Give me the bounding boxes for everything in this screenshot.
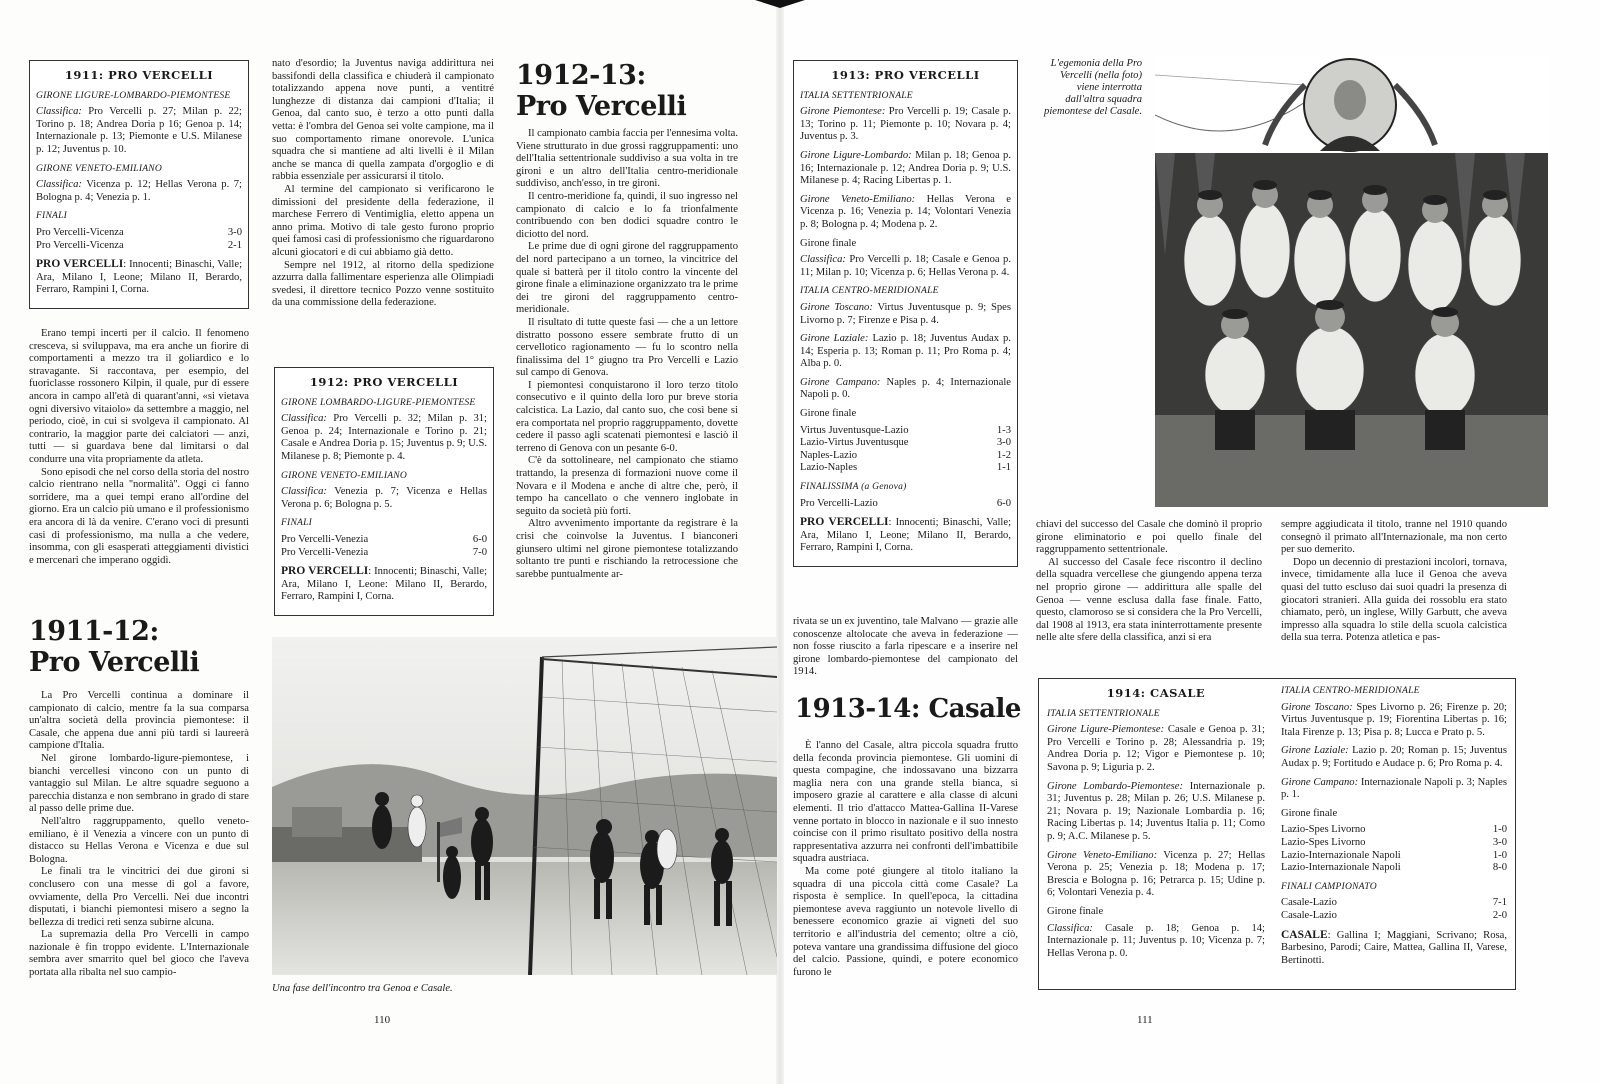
finals-list	[1281, 897, 1507, 922]
standings: Classifica: Pro Vercelli p. 27; Milan p. 22; Torino p. 18; Andrea Doria p 16; Genoa p. 14; Internazionale p. 13; Piemonte e U.S. Milanese p. 12; Juventus p. 10.	[36, 106, 242, 155]
section-label: FINALI	[36, 210, 68, 222]
article-text: nato d'esordio; la Juventus naviga addirittura nei bassifondi della classifica e chiuderà il campionato totalizzando appena nove punti, a ventitré lunghezze di distanza dai campioni d'Italia; il Genoa, dal canto suo, è terzo a otto punti dalla vetta: è l'ombra del Genoa sei volte campione, ma il suo comportamento rimane onorevole. L'unica squadra che si mantiene ad alti livelli è il Milan anche se manca di quella zampata d'orgoglio e di rabbia essenziale per assicurarsi il titolo. Al termine del campionato si verificarono le dimissioni del presidente della federazione, il marchese Ferrero di Ventimiglia, eletto appena un anno prima. Motivo di tale gesto furono proprio quei famosi casi di professionismo che riguardarono alcuni giocatori e di cui abbiamo già detto. Sempre nel 1912, al ritorno della spedizione azzurra dalla fallimentare esperienza alle Olimpiadi svedesi, il direttore tecnico Pozzo venne sostituito da una commissione della federazione.	[272, 58, 494, 309]
box-1912	[274, 367, 494, 616]
match-row: Lazio-Internazionale Napoli 8-0	[1281, 862, 1507, 874]
finals-list	[36, 227, 242, 252]
section-label: GIRONE LOMBARDO-LIGURE-PIEMONTESE	[281, 396, 476, 408]
headline-1913-14: 1913-14: Casale	[795, 694, 1021, 724]
team-photo	[1155, 55, 1548, 507]
article-text: Il campionato cambia faccia per l'ennesima volta. Viene strutturato in due grossi raggruppamenti: uno dell'Italia settentrionale suddiviso a sua volta in tre gironi e un altro dell'Italia centro-meridionale suddiviso, anch'esso, in tre gironi. Il centro-meridione fa, quindi, il suo ingresso nel campionato di calcio e lo fa trionfalmente contribuendo con ben dodici squadre contro le diciotto del nord. Le prime due di ogni girone del raggruppamento del nord partecipano a un torneo, la vincitrice del quale si batterà per il titolo contro la vincente del girone finale a eliminazione organizzato tra le prime dei tre gironi del raggruppamento centro-meridionale. Il risultato di tutte queste fasi — che a un lettore distratto possono essere sembrate frutto di un cervellotico ragionamento — fu lo scontro nella finalissima del 1° giugno tra Pro Vercelli e Lazio sul campo di Genova. I piemontesi conquistarono il loro terzo titolo consecutivo e il quinto della loro pur breve storia calcistica. La Lazio, dal canto suo, che così bene si era comportata nel proprio raggruppamento, dovette cedere il passo agli scatenati piemontesi e lasciò il terreno di Genova con un pesante 6-0. C'è da sottolineare, nel campionato che stiamo trattando, la presenza di formazioni nuove come il Novara e il Modena e anche di altre che, però, il tempo ha cancellato o che vennero inglobate in seguito da società più forti. Altro avvenimento importante da registrare è la crisi che coinvolse la Juventus. I bianconeri giunsero ultimi nel girone piemontese totalizzando soltanto tre punti e rischiando la retrocessione che sarebbe puntualmente ar-	[516, 128, 738, 580]
article-text: È l'anno del Casale, altra piccola squadra frutto della feconda provincia piemontese. Gli uomini di questa compagine, che indossavano una bizzarra maglia nera con una grande stella bianca, si imposero grazie al carattere e alla classe di alcuni elementi. Il trio d'attacco Mattea-Gallina II-Varese venne portato in blocco in nazionale e il suo innesto coincise con il primo risultato positivo della nostra rappresentativa azzurra nei confronti dell'imbattibile squadra austriaca. Ma come poté giungere al titolo italiano la squadra di una piccola città come Casale? La risposta è semplice. In quell'epoca, la cittadina piemontese aveva raggiunto un notevole livello di benessere economico grazie ai vigneti del suo territorio e all'industria del cemento; oltre a ciò, poteva vantare una grandissima diffusione del gioco del calcio. Passione, quindi, e potere economico furono le	[793, 740, 1018, 978]
standings: Classifica: Venezia p. 7; Vicenza e Hellas Verona p. 6; Bologna p. 5.	[281, 486, 487, 510]
final-standings: Classifica: Casale p. 18; Genoa p. 14; Internazionale p. 11; Juventus p. 10; Vicenza p. 7; Hellas Verona p. 0.	[1047, 922, 1265, 959]
team-lineup: PRO VERCELLI: Innocenti; Binaschi, Valle; Ara, Milano I, Leone; Milano II, Berardo, Ferraro, Rampini I, Corna.	[36, 258, 243, 296]
match-row: Virtus Juventusque-Lazio 1-3	[800, 424, 1011, 436]
matches-list	[1281, 824, 1507, 874]
section-label: GIRONE LIGURE-LOMBARDO-PIEMONTESE	[36, 89, 231, 101]
finals-list	[281, 534, 487, 559]
match-row: Lazio-Virtus Juventusque 3-0	[800, 437, 1011, 449]
match-row: Lazio-Internazionale Napoli 1-0	[1281, 849, 1507, 861]
match-photo	[272, 637, 777, 975]
group-standings: Girone Campano: Naples p. 4; Internazionale Napoli p. 0.	[800, 376, 1012, 401]
match-row: Pro Vercelli-Lazio 6-0	[800, 497, 1011, 509]
standings: Classifica: Pro Vercelli p. 32; Milan p. 31; Genoa p. 24; Internazionale e Torino p. 21; Casale e Andrea Doria p. 15; Juventus p. 9; U.S. Milanese p. 8; Piemonte p. 4.	[281, 413, 487, 462]
group-standings: Girone Piemontese: Pro Vercelli p. 19; Casale p. 13; Torino p. 11; Piemonte p. 10; Novara p. 4; Juventus p. 3.	[800, 106, 1011, 143]
article-text: La Pro Vercelli continua a dominare il campionato di calcio, mentre fa la sua comparsa un'altra società della provincia piemontese: il Casale, che appena due anni più tardi si laureerà campione d'Italia. Nel girone lombardo-ligure-piemontese, i bianchi vercellesi vincono con un punto di vantaggio sul Milan. Le altre squadre seguono a parecchia distanza e non sembrano in grado di stare al passo delle prime due. Nell'altro raggruppamento, quello veneto-emiliano, è il Venezia a vincere con un punto di distacco su Hellas Verona e Vicenza e due sul Bologna. Le finali tra le vincitrici dei due gironi si conclusero con una messe di gol a favore, ovviamente, della Pro Vercelli. Nei due incontri disputati, i bianchi piemontesi misero a segno la bellezza di tredici reti senza subirne alcuna. La supremazia della Pro Vercelli in campo nazionale è fin troppo evidente. L'Internazionale sembra aver smarrito quel bel gioco che l'aveva portata alla ribalta nel suo campio-	[29, 690, 249, 979]
book-gutter	[776, 0, 784, 1084]
team-lineup: PRO VERCELLI: Innocenti; Binaschi, Valle; Ara, Milano I, Leone; Milano II, Berardo, Ferraro, Rampini I, Corna.	[800, 516, 1012, 554]
group-standings: Girone Laziale: Lazio p. 20; Roman p. 15; Juventus Audax p. 9; Fortitudo e Audace p. 6; Pro Roma p. 4.	[1281, 745, 1507, 769]
group-standings: Girone Laziale: Lazio p. 18; Juventus Audax p. 14; Esperia p. 13; Roman p. 11; Pro Roma p. 4; Alba p. 0.	[800, 333, 1012, 370]
headline-1911-12: 1911-12: Pro Vercelli	[29, 616, 200, 678]
group-standings: Girone Ligure-Piemontese: Casale e Genoa p. 31; Pro Vercelli e Torino p. 28; Alessandria p. 19; Andrea Doria p. 12; Vigor e Piemontese p. 10; Savona p. 9; Liguria p. 2.	[1047, 724, 1265, 773]
box-1914-left-column	[1047, 685, 1265, 966]
box-1911	[29, 60, 249, 309]
article-text: rivata se un ex juventino, tale Malvano — grazie alle conoscenze altolocate che aveva in federazione — non fosse riuscito a farla ripescare e a inserire nel girone lombardo-piemontese del campionato del 1914.	[793, 616, 1018, 678]
headline-1912-13: 1912-13: Pro Vercelli	[516, 60, 687, 122]
match-row: Casale-Lazio 2-0	[1281, 909, 1507, 921]
section-label: ITALIA SETTENTRIONALE	[1047, 707, 1160, 719]
match-row: Pro Vercelli-Vicenza 3-0	[36, 226, 242, 238]
section-label: FINALI CAMPIONATO	[1281, 880, 1377, 892]
box-title: 1914: CASALE	[1106, 686, 1206, 700]
box-1914	[1038, 678, 1516, 990]
group-standings: Girone Ligure-Lombardo: Milan p. 18; Genoa p. 16; Internazionale p. 12; Andrea Doria p. 9; U.S. Milanese p. 4; Racing Libertas p. 1.	[800, 149, 1011, 187]
match-row: Casale-Lazio 7-1	[1281, 897, 1507, 909]
match-row: Pro Vercelli-Venezia 6-0	[281, 533, 487, 545]
box-1913	[793, 60, 1018, 567]
box-title: 1913: PRO VERCELLI	[831, 68, 980, 82]
finalissima	[800, 498, 1011, 511]
match-row: Lazio-Spes Livorno 3-0	[1281, 836, 1507, 848]
article-text: chiavi del successo del Casale che dominò il proprio girone eliminatorio e poi quello finale del raggruppamento settentrionale. Al successo del Casale fece riscontro il declino della squadra vercellese che giungendo appena terza nel proprio girone — addirittura alle spalle del Genoa — venne esclusa dalla fase finale. Fatto, questo, clamoroso se si considera che la Pro Vercelli, dal 1908 al 1913, era stata ininterrottamente presente nelle alte sfere della classifica, anzi si era	[1036, 519, 1262, 644]
match-row: Pro Vercelli-Venezia 7-0	[281, 546, 487, 558]
pro-vercelli-team-image	[1155, 55, 1548, 507]
photo-side-caption: L'egemonia della Pro Vercelli (nella foto) viene interrotta dall'altra squadra piemontese del Casale.	[1044, 58, 1142, 117]
section-label: Girone finale	[1281, 807, 1338, 819]
group-standings: Girone Toscano: Virtus Juventusque p. 9; Spes Livorno p. 7; Firenze e Pisa p. 4.	[800, 301, 1011, 326]
section-label: GIRONE VENETO-EMILIANO	[281, 469, 407, 481]
section-label: Girone finale	[800, 408, 857, 420]
article-text: Erano tempi incerti per il calcio. Il fenomeno cresceva, si sviluppava, ma era anche un fiorire di comportamenti a mezzo tra il goliardico e lo stravagante. Si raccontava, per esempio, del fuoriclasse rossonero Kilpin, il quale, pur di essere ancora in campo all'età di quarant'anni, «si vietava ogni diversivo vitaiolo» da settembre a maggio, nel periodo, cioè, in cui si svolgeva il campionato. Al contrario, la maggior parte dei calciatori — anzi, tutti — si guardava bene dal limitarsi o dal condurre una vita propriamente da atleta. Sono episodi che nel corso della storia del nostro calcio rientrano nella ''normalità''. Oggi ci fanno sorridere, ma a quei tempi erano all'ordine del giorno. Era un calcio più umano e il professionismo era ancora di là da venire. C'erano voci di presunti casi di professionismo, ma nulla a che vedere, insomma, con gli esasperati atteggiamenti divistici e mercenari che imperano oggidì.	[29, 328, 249, 566]
page-number: 111	[1137, 1014, 1153, 1026]
section-label: GIRONE VENETO-EMILIANO	[36, 162, 162, 174]
section-label: Girone finale	[800, 237, 857, 249]
group-standings: Girone Veneto-Emiliano: Hellas Verona e Vicenza p. 16; Venezia p. 14; Volontari Venezia p. 8; Bologna p. 4; Modena p. 2.	[800, 193, 1011, 230]
article-text: sempre aggiudicata il titolo, tranne nel 1910 quando consegnò il primato all'Internazionale, ma non certo per suo demerito. Dopo un decennio di prestazioni incolori, tornava, invece, timidamente alla luce il Genoa che aveva quasi del tutto escluso dai suoi quadri la presenza di giocatori stranieri. Alla guida dei rossoblu era stato chiamato, però, un inglese, Willy Garbutt, che aveva impresso alla squadra lo stile della scuola calcistica della sua terra. Potenza atletica e pas-	[1281, 519, 1507, 644]
section-label: FINALISSIMA (a Genova)	[800, 481, 907, 493]
section-label: ITALIA SETTENTRIONALE	[800, 89, 913, 101]
section-label: FINALI	[281, 517, 313, 529]
group-standings: Girone Campano: Internazionale Napoli p. 3; Naples p. 1.	[1281, 776, 1507, 801]
standings: Classifica: Vicenza p. 12; Hellas Verona p. 7; Bologna p. 4; Venezia p. 1.	[36, 179, 242, 203]
matches-list	[800, 425, 1011, 475]
match-row: Pro Vercelli-Vicenza 2-1	[36, 239, 242, 251]
box-title: 1912: PRO VERCELLI	[309, 375, 459, 389]
box-title: 1911: PRO VERCELLI	[64, 68, 214, 82]
match-row: Lazio-Spes Livorno 1-0	[1281, 824, 1507, 836]
group-standings: Girone Lombardo-Piemontese: Internazionale p. 31; Juventus p. 28; Milan p. 26; U.S. Milanese p. 21; Novara p. 19; Nazionale Lombardia p. 16; Racing Libertas p. 14; Juventus Italia p. 11; Como p. 9; A.C. Milanese p. 5.	[1047, 780, 1265, 842]
final-standings: Classifica: Pro Vercelli p. 18; Casale e Genoa p. 11; Milan p. 10; Vicenza p. 6; Hellas Verona p. 4.	[800, 254, 1011, 278]
section-label: ITALIA CENTRO-MERIDIONALE	[1281, 685, 1420, 696]
section-label: ITALIA CENTRO-MERIDIONALE	[800, 285, 939, 297]
photo-caption: Una fase dell'incontro tra Genoa e Casale.	[272, 983, 453, 994]
team-lineup: CASALE: Gallina I; Maggiani, Scrivano; Rosa, Barbesino, Parodi; Caire, Mattea, Gallina II, Varese, Bertinotti.	[1281, 928, 1507, 966]
box-1914-right-column	[1281, 685, 1507, 973]
group-standings: Girone Veneto-Emiliano: Vicenza p. 27; Hellas Verona p. 25; Venezia p. 18; Modena p. 17; Brescia e Bologna p. 16; Petrarca p. 15; Udine p. 6; Volontari Venezia p. 4.	[1047, 849, 1265, 899]
match-row: Naples-Lazio 1-2	[800, 449, 1011, 461]
page-number: 110	[374, 1014, 391, 1026]
group-standings: Girone Toscano: Spes Livorno p. 26; Firenze p. 20; Virtus Juventusque p. 19; Fiorentina Libertas p. 16; Itala Firenze p. 13; Pisa p. 8; Lucca e Prato p. 5.	[1281, 701, 1507, 738]
section-label: Girone finale	[1047, 905, 1104, 917]
team-lineup: PRO VERCELLI: Innocenti; Binaschi, Valle; Ara, Milano I, Leone: Milano II, Berardo, Ferraro, Rampini I, Corna.	[281, 565, 488, 603]
match-row: Lazio-Naples 1-1	[800, 462, 1011, 474]
football-match-image	[272, 637, 777, 975]
